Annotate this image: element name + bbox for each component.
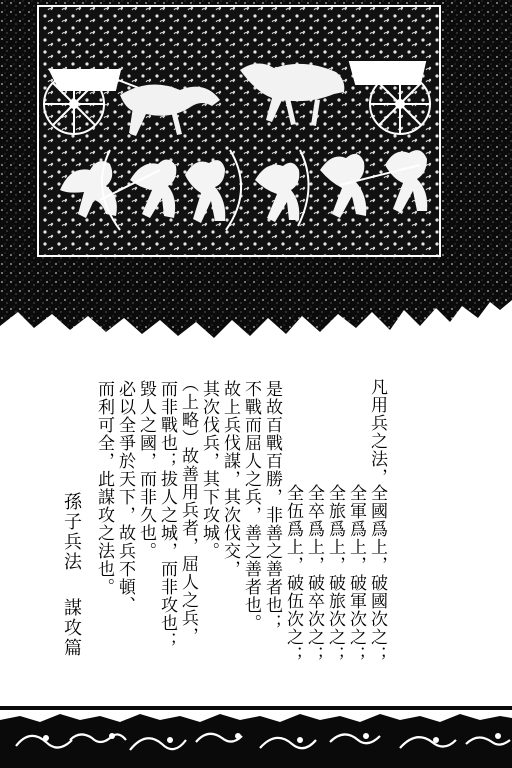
text-column-9: 故上兵伐謀，其次伐交， bbox=[220, 380, 240, 578]
text-column-10: 其次伐兵，其下攻城。 bbox=[199, 380, 219, 560]
text-column-2: 全國爲上，破國次之； bbox=[367, 484, 387, 664]
chariot-battle-illustration bbox=[0, 0, 512, 345]
dragon-pattern-border bbox=[0, 706, 512, 768]
text-column-1: 凡用兵之法， bbox=[367, 378, 387, 486]
book-title: 孫子兵法 bbox=[61, 492, 82, 572]
text-column-5: 全卒爲上，破卒次之； bbox=[304, 484, 324, 664]
text-column-3: 全軍爲上，破軍次之； bbox=[346, 484, 366, 664]
text-column-15: 而利可全，此謀攻之法也。 bbox=[94, 380, 114, 596]
text-column-4: 全旅爲上，破旅次之； bbox=[325, 484, 345, 664]
text-column-11: （上略）故善用兵者，屈人之兵， bbox=[178, 375, 198, 645]
text-column-6: 全伍爲上，破伍次之； bbox=[283, 484, 303, 664]
text-column-8: 不戰而屈人之兵，善之善者也。 bbox=[241, 380, 261, 632]
text-column-7: 是故百戰百勝，非善之善者也； bbox=[262, 380, 282, 632]
text-column-13: 毀人之國，而非久也。 bbox=[136, 380, 156, 560]
text-column-14: 必以全爭於天下，故兵不頓、 bbox=[115, 380, 135, 614]
chapter-title: 謀攻篇 bbox=[61, 598, 82, 658]
text-column-12: 而非戰也；拔人之城，而非攻也； bbox=[157, 380, 177, 650]
